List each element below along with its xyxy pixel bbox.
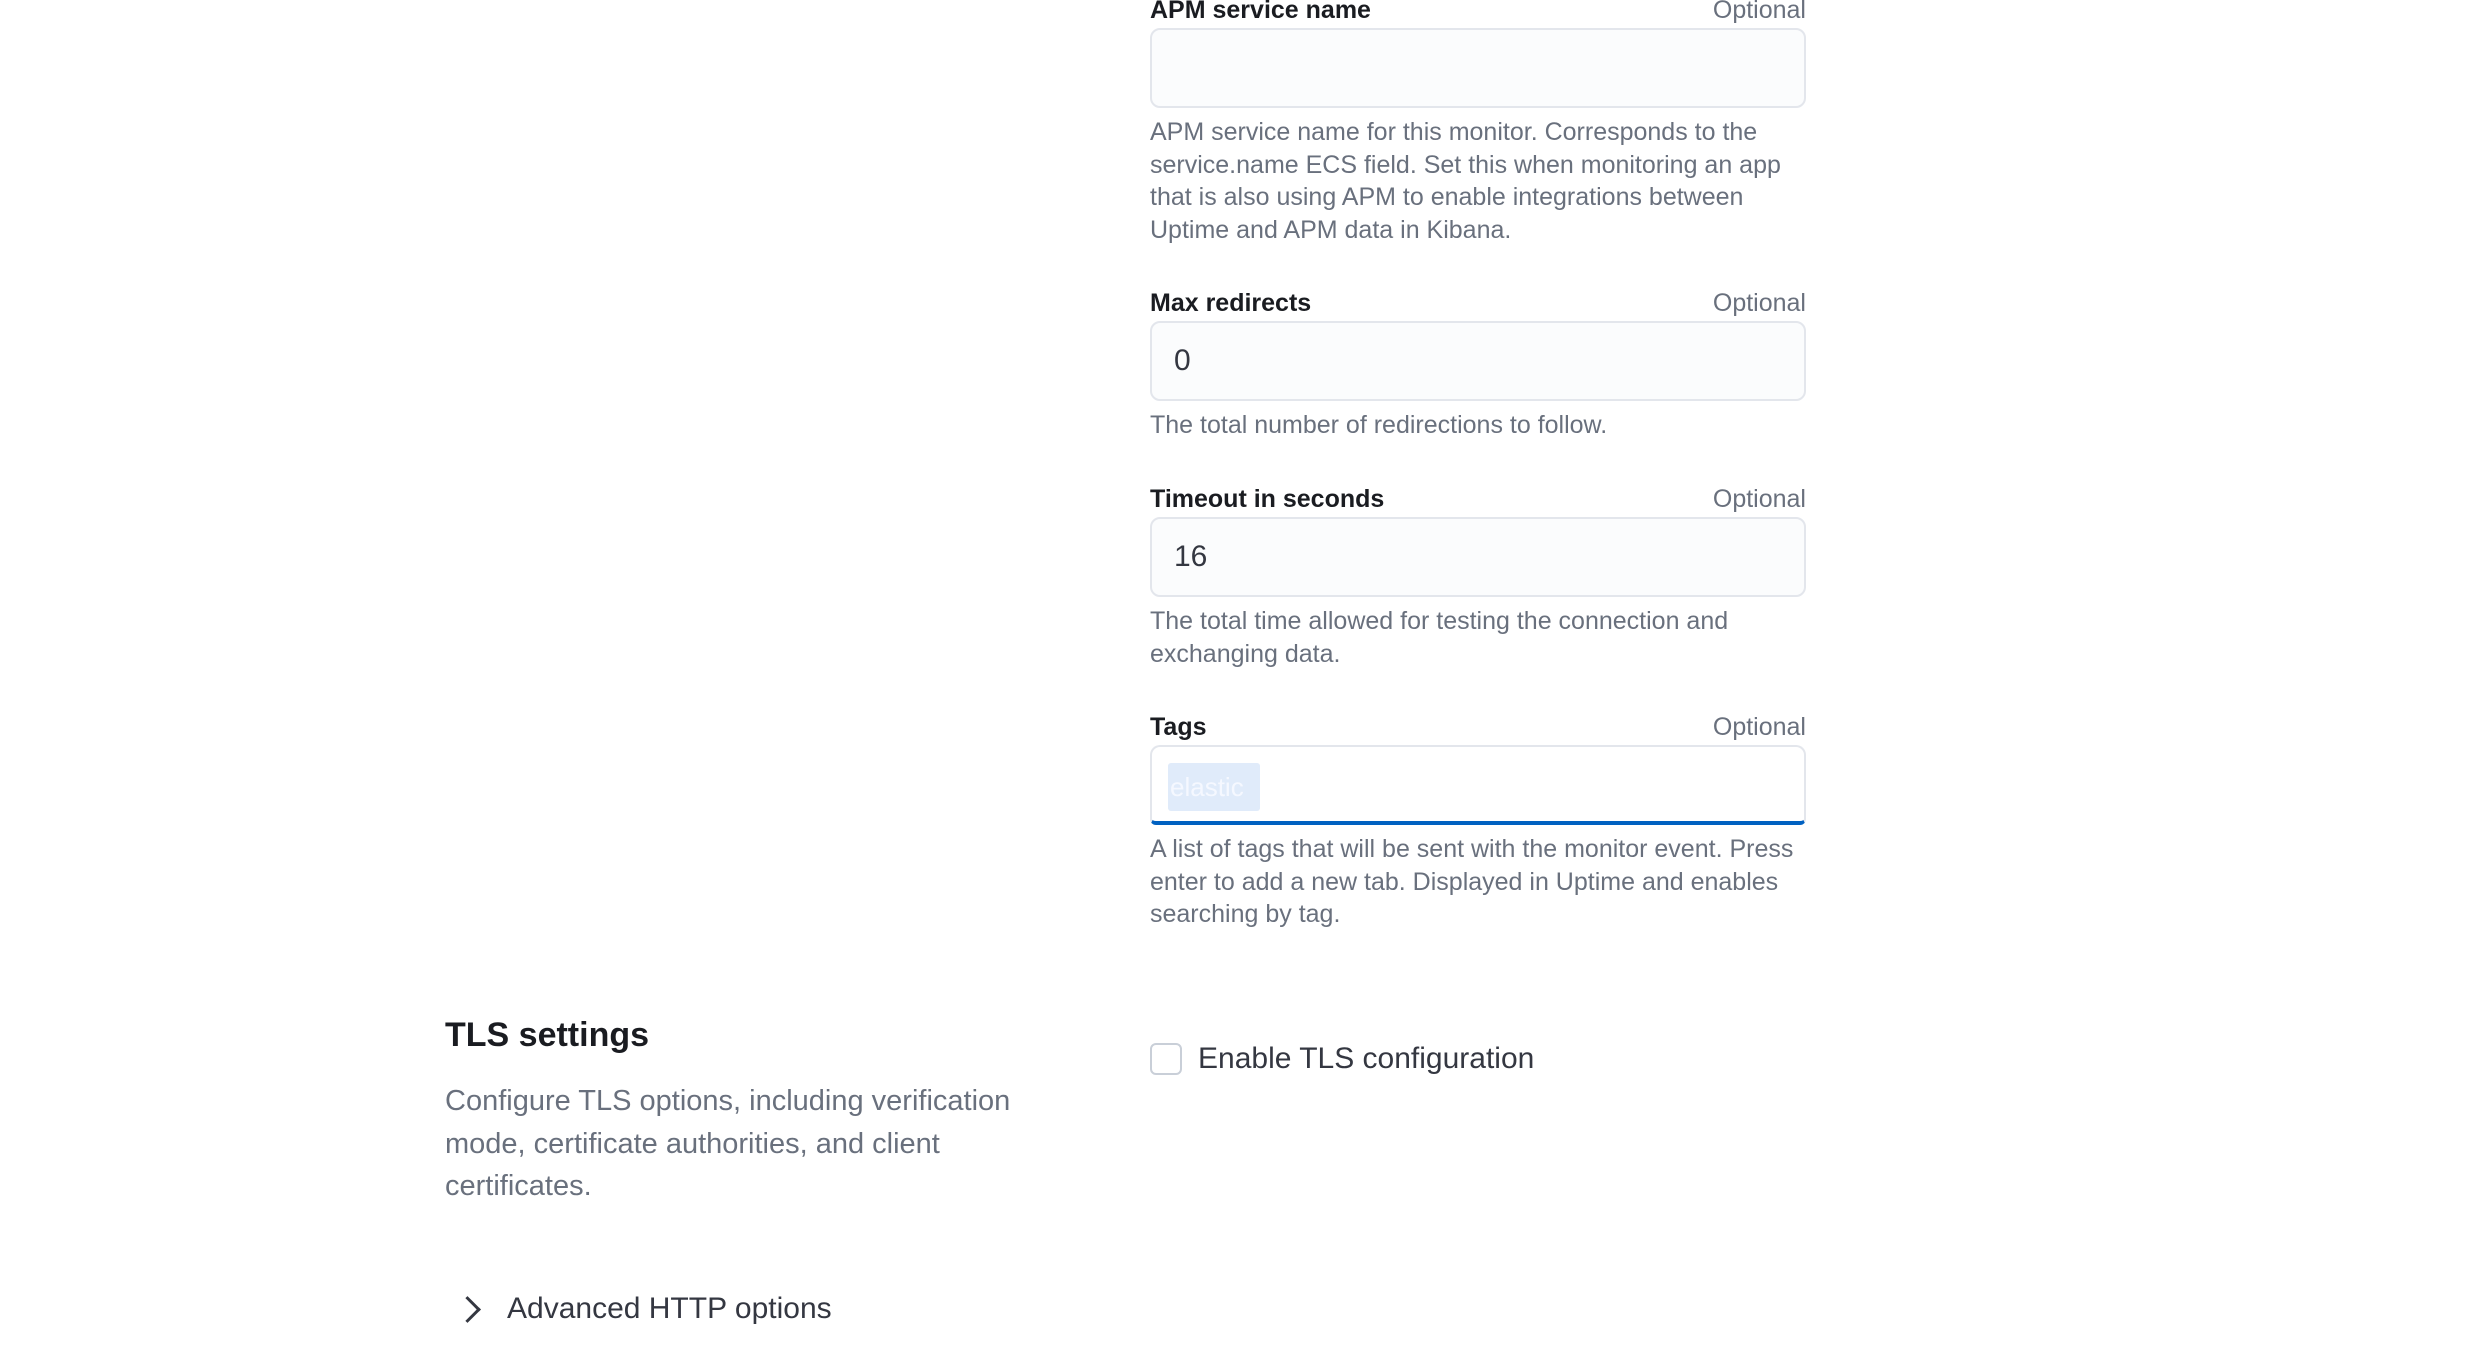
tags-optional: Optional bbox=[1712, 713, 1806, 741]
chevron-right-icon bbox=[454, 1296, 481, 1323]
enable-tls-label[interactable]: Enable TLS configuration bbox=[1198, 1042, 1535, 1075]
max-redirects-label: Max redirects bbox=[1150, 289, 1312, 317]
advanced-http-options-toggle[interactable] bbox=[458, 1292, 832, 1326]
enable-tls-checkbox-row[interactable] bbox=[1150, 1042, 1534, 1076]
tls-settings-description: Configure TLS options, including verification mode, certificate authorities, and client certificates. bbox=[445, 1085, 1011, 1202]
apm-service-name-help: APM service name for this monitor. Corresponds to the service.name ECS field. Set this when monitoring an app that is also using APM to enable integrations between Uptime and APM data in Kibana. bbox=[1150, 118, 1781, 244]
max-redirects-input[interactable] bbox=[1150, 321, 1806, 401]
timeout-label: Timeout in seconds bbox=[1150, 485, 1385, 513]
tags-field bbox=[1150, 713, 1806, 931]
max-redirects-field bbox=[1150, 289, 1806, 442]
tags-header bbox=[1150, 713, 1806, 745]
tag-elastic[interactable]: elastic bbox=[1168, 763, 1260, 811]
timeout-header bbox=[1150, 485, 1806, 517]
tags-combobox[interactable] bbox=[1150, 745, 1806, 825]
max-redirects-optional: Optional bbox=[1712, 289, 1806, 317]
timeout-input[interactable] bbox=[1150, 517, 1806, 597]
tags-label: Tags bbox=[1150, 713, 1207, 741]
timeout-optional: Optional bbox=[1712, 485, 1806, 513]
apm-service-name-field bbox=[1150, 0, 1806, 246]
max-redirects-header bbox=[1150, 289, 1806, 321]
max-redirects-help: The total number of redirections to follow. bbox=[1150, 411, 1608, 439]
enable-tls-checkbox[interactable] bbox=[1150, 1043, 1182, 1075]
apm-service-name-optional: Optional bbox=[1712, 0, 1806, 24]
apm-service-name-input[interactable] bbox=[1150, 28, 1806, 108]
apm-service-name-label: APM service name bbox=[1150, 0, 1371, 24]
apm-service-name-header bbox=[1150, 0, 1806, 28]
timeout-field bbox=[1150, 485, 1806, 670]
tags-help: A list of tags that will be sent with the monitor event. Press enter to add a new tab. Displayed in Uptime and enables searching by tag. bbox=[1150, 835, 1794, 928]
timeout-help: The total time allowed for testing the connection and exchanging data. bbox=[1150, 607, 1729, 668]
advanced-http-options-label[interactable]: Advanced HTTP options bbox=[507, 1292, 832, 1325]
tls-settings-title: TLS settings bbox=[445, 1016, 650, 1054]
